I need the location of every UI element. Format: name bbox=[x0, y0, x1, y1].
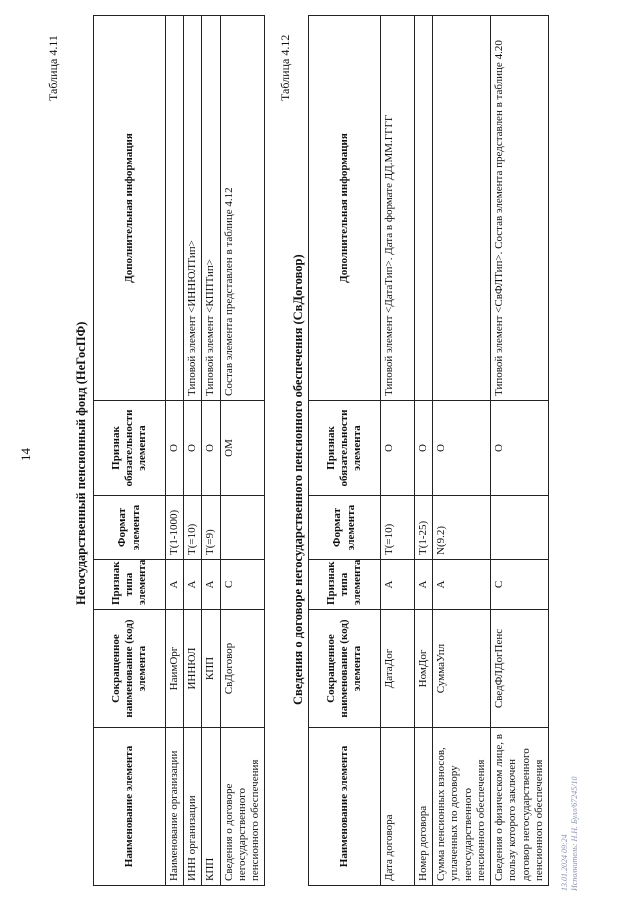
table-4-11-header-row bbox=[94, 16, 166, 886]
cell-info: Типовой элемент <КППТип> bbox=[202, 16, 220, 401]
cell-code: СвДоговор bbox=[220, 610, 265, 728]
cell-required: О bbox=[166, 401, 184, 496]
cell-name: Сумма пенсионных взносов, уплаченных по договору негосударственного пенсионного обеспечения bbox=[433, 728, 491, 886]
table-4-12-caption: Сведения о договоре негосударственного пенсионного обеспечения (СвДоговор) bbox=[291, 254, 305, 705]
table-4-11-caption: Негосударственный пенсионный фонд (НеГосПФ) bbox=[74, 321, 88, 605]
cell-info: Типовой элемент <ИННЮЛТип> bbox=[184, 16, 202, 401]
cell-code: СведФЛДогПенс bbox=[491, 610, 549, 728]
cell-required: ОМ bbox=[220, 401, 265, 496]
cell-required: О bbox=[184, 401, 202, 496]
table-row bbox=[184, 16, 202, 886]
header-type-flag: Признак типа элемента bbox=[309, 560, 381, 610]
cell-code: НомДог bbox=[415, 610, 433, 728]
cell-format: T(=10) bbox=[184, 496, 202, 560]
cell-info: Типовой элемент <СвФЛТип>. Состав элемента представлен в таблице 4.20 bbox=[491, 16, 549, 401]
cell-info bbox=[433, 16, 491, 401]
table-row bbox=[415, 16, 433, 886]
cell-format: N(9.2) bbox=[433, 496, 491, 560]
cell-name: Наименование организации bbox=[166, 728, 184, 886]
table-row bbox=[491, 16, 549, 886]
cell-required: О bbox=[202, 401, 220, 496]
cell-code: ДатаДог bbox=[381, 610, 415, 728]
table-4-12-label: Таблица 4.12 bbox=[278, 34, 292, 101]
header-type-flag: Признак типа элемента bbox=[94, 560, 166, 610]
stamp-line-2: Исполнитель: Н.Н. Булл/67245/10 bbox=[570, 776, 580, 891]
table-4-11 bbox=[93, 15, 265, 886]
header-format: Формат элемента bbox=[309, 496, 381, 560]
table-4-12-header-row bbox=[309, 16, 381, 886]
cell-type: С bbox=[491, 560, 549, 610]
cell-required: О bbox=[433, 401, 491, 496]
cell-info: Состав элемента представлен в таблице 4.12 bbox=[220, 16, 265, 401]
cell-format bbox=[220, 496, 265, 560]
stamp-line-1: 13.01.2024 09:24 bbox=[560, 834, 569, 891]
cell-code: СуммаУпл bbox=[433, 610, 491, 728]
cell-format: T(1-1000) bbox=[166, 496, 184, 560]
cell-type: А bbox=[433, 560, 491, 610]
cell-code: КПП bbox=[202, 610, 220, 728]
cell-format bbox=[491, 496, 549, 560]
cell-type: А bbox=[415, 560, 433, 610]
cell-format: T(1-25) bbox=[415, 496, 433, 560]
table-row bbox=[166, 16, 184, 886]
cell-required: О bbox=[415, 401, 433, 496]
cell-format: T(=10) bbox=[381, 496, 415, 560]
header-short-code: Сокращенное наименование (код) элемента bbox=[94, 610, 166, 728]
cell-type: А bbox=[184, 560, 202, 610]
header-additional-info: Дополнительная информация bbox=[94, 16, 166, 401]
cell-required: О bbox=[491, 401, 549, 496]
cell-type: С bbox=[220, 560, 265, 610]
cell-info: Типовой элемент <ДатаТип>. Дата в формате ДД.ММ.ГГГГ bbox=[381, 16, 415, 401]
header-required-flag: Признак обязательности элемента bbox=[94, 401, 166, 496]
cell-name: Сведения о договоре негосударственного пенсионного обеспечения bbox=[220, 728, 265, 886]
cell-type: А bbox=[381, 560, 415, 610]
header-short-code: Сокращенное наименование (код) элемента bbox=[309, 610, 381, 728]
table-row bbox=[220, 16, 265, 886]
cell-info bbox=[415, 16, 433, 401]
header-format: Формат элемента bbox=[94, 496, 166, 560]
header-required-flag: Признак обязательности элемента bbox=[309, 401, 381, 496]
table-4-12 bbox=[308, 15, 549, 886]
cell-info bbox=[166, 16, 184, 401]
page-number: 14 bbox=[18, 448, 33, 461]
table-4-11-label: Таблица 4.11 bbox=[46, 35, 60, 101]
header-element-name: Наименование элемента bbox=[309, 728, 381, 886]
cell-name: Дата договора bbox=[381, 728, 415, 886]
cell-type: А bbox=[202, 560, 220, 610]
cell-name: Номер договора bbox=[415, 728, 433, 886]
table-row bbox=[202, 16, 220, 886]
cell-code: НаимОрг bbox=[166, 610, 184, 728]
table-row bbox=[381, 16, 415, 886]
cell-format: T(=9) bbox=[202, 496, 220, 560]
header-additional-info: Дополнительная информация bbox=[309, 16, 381, 401]
cell-required: О bbox=[381, 401, 415, 496]
cell-name: Сведения о физическом лице, в пользу которого заключен договор негосударственного пенсионного обеспечения bbox=[491, 728, 549, 886]
table-row bbox=[433, 16, 491, 886]
cell-code: ИННЮЛ bbox=[184, 610, 202, 728]
header-element-name: Наименование элемента bbox=[94, 728, 166, 886]
cell-name: ИНН организации bbox=[184, 728, 202, 886]
cell-type: А bbox=[166, 560, 184, 610]
registration-stamp bbox=[560, 777, 581, 891]
cell-name: КПП bbox=[202, 728, 220, 886]
